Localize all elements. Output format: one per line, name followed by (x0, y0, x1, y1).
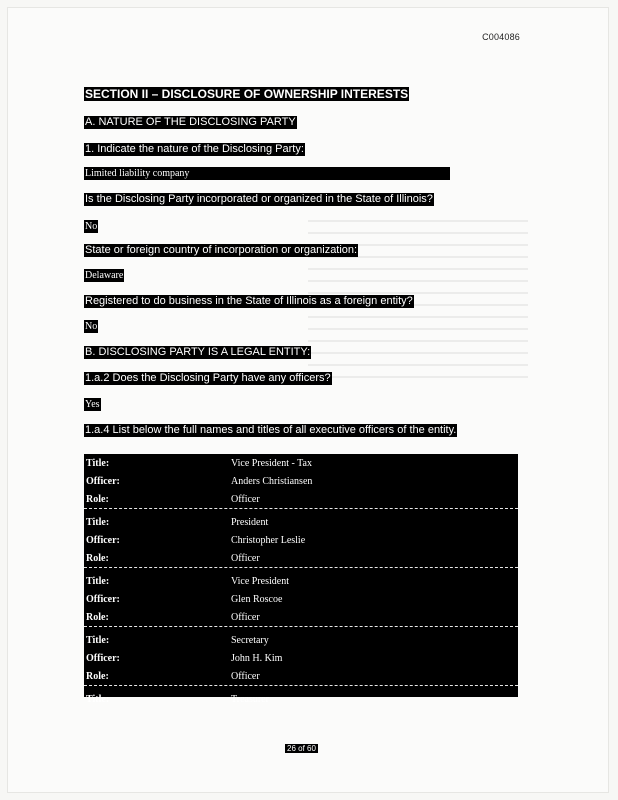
heading-legal-entity: B. DISCLOSING PARTY IS A LEGAL ENTITY: (85, 346, 311, 358)
officer-value: Christopher Leslie (231, 534, 306, 546)
officer-title-row (84, 454, 518, 472)
officer-label: Officer: (86, 593, 120, 605)
officer-name-row (84, 649, 518, 667)
officer-label: Officer: (86, 475, 120, 487)
officer-entry (84, 454, 518, 512)
role-value: Officer (231, 670, 260, 682)
role-value: Officer (231, 611, 260, 623)
officer-role-row (84, 608, 518, 626)
officer-role-row (84, 490, 518, 508)
question-foreign-registration: Registered to do business in the State of Illinois as a foreign entity? (85, 295, 413, 307)
title-value: President (231, 516, 269, 528)
answer-has-officers: Yes (85, 399, 100, 410)
title-label: Title: (86, 457, 110, 469)
page-number: 26 of 60 (287, 744, 316, 753)
officer-value: Anders Christiansen (231, 475, 313, 487)
officer-value: Glen Roscoe (231, 593, 283, 605)
officers-table (84, 454, 518, 705)
answer-foreign-registration: No (85, 321, 98, 332)
document-id: C004086 (482, 32, 520, 42)
title-value: Vice President - Tax (231, 457, 312, 469)
answer-state-of-incorporation: Delaware (85, 270, 124, 281)
question-list-officers: 1.a.4 List below the full names and titles of all executive officers of the entity. (85, 424, 457, 436)
question-state-of-incorporation: State or foreign country of incorporation or organization: (85, 244, 358, 256)
role-value: Officer (231, 552, 260, 564)
dashed-separator (84, 508, 518, 512)
question-nature: 1. Indicate the nature of the Disclosing Party: (85, 143, 304, 155)
title-label: Title: (86, 693, 110, 705)
title-label: Title: (86, 516, 110, 528)
officer-title-row (84, 572, 518, 590)
officer-title-row (84, 513, 518, 531)
dashed-separator (84, 626, 518, 630)
role-value: Officer (231, 493, 260, 505)
officer-entry (84, 513, 518, 571)
title-label: Title: (86, 634, 110, 646)
answer-illinois-incorporated: No (85, 221, 98, 232)
section-title: SECTION II – DISCLOSURE OF OWNERSHIP INTERESTS (85, 87, 409, 101)
title-label: Title: (86, 575, 110, 587)
officer-title-row (84, 690, 518, 708)
dashed-separator (84, 685, 518, 689)
officer-entry (84, 631, 518, 689)
officer-label: Officer: (86, 534, 120, 546)
question-has-officers: 1.a.2 Does the Disclosing Party have any officers? (85, 372, 331, 384)
title-value: Treasurer (231, 693, 269, 705)
question-illinois-incorporated: Is the Disclosing Party incorporated or organized in the State of Illinois? (85, 193, 433, 205)
officer-entry (84, 572, 518, 630)
role-label: Role: (86, 552, 109, 564)
officer-role-row (84, 549, 518, 567)
officer-role-row (84, 667, 518, 685)
title-value: Secretary (231, 634, 269, 646)
role-label: Role: (86, 493, 109, 505)
officer-name-row (84, 590, 518, 608)
officer-title-row (84, 631, 518, 649)
heading-nature-of-party: A. NATURE OF THE DISCLOSING PARTY (85, 116, 296, 128)
officer-entry (84, 690, 518, 708)
answer-nature: Limited liability company (84, 167, 450, 180)
role-label: Role: (86, 670, 109, 682)
officer-name-row (84, 531, 518, 549)
officer-value: John H. Kim (231, 652, 283, 664)
dashed-separator (84, 567, 518, 571)
role-label: Role: (86, 611, 109, 623)
officer-label: Officer: (86, 652, 120, 664)
officer-name-row (84, 472, 518, 490)
title-value: Vice President (231, 575, 289, 587)
